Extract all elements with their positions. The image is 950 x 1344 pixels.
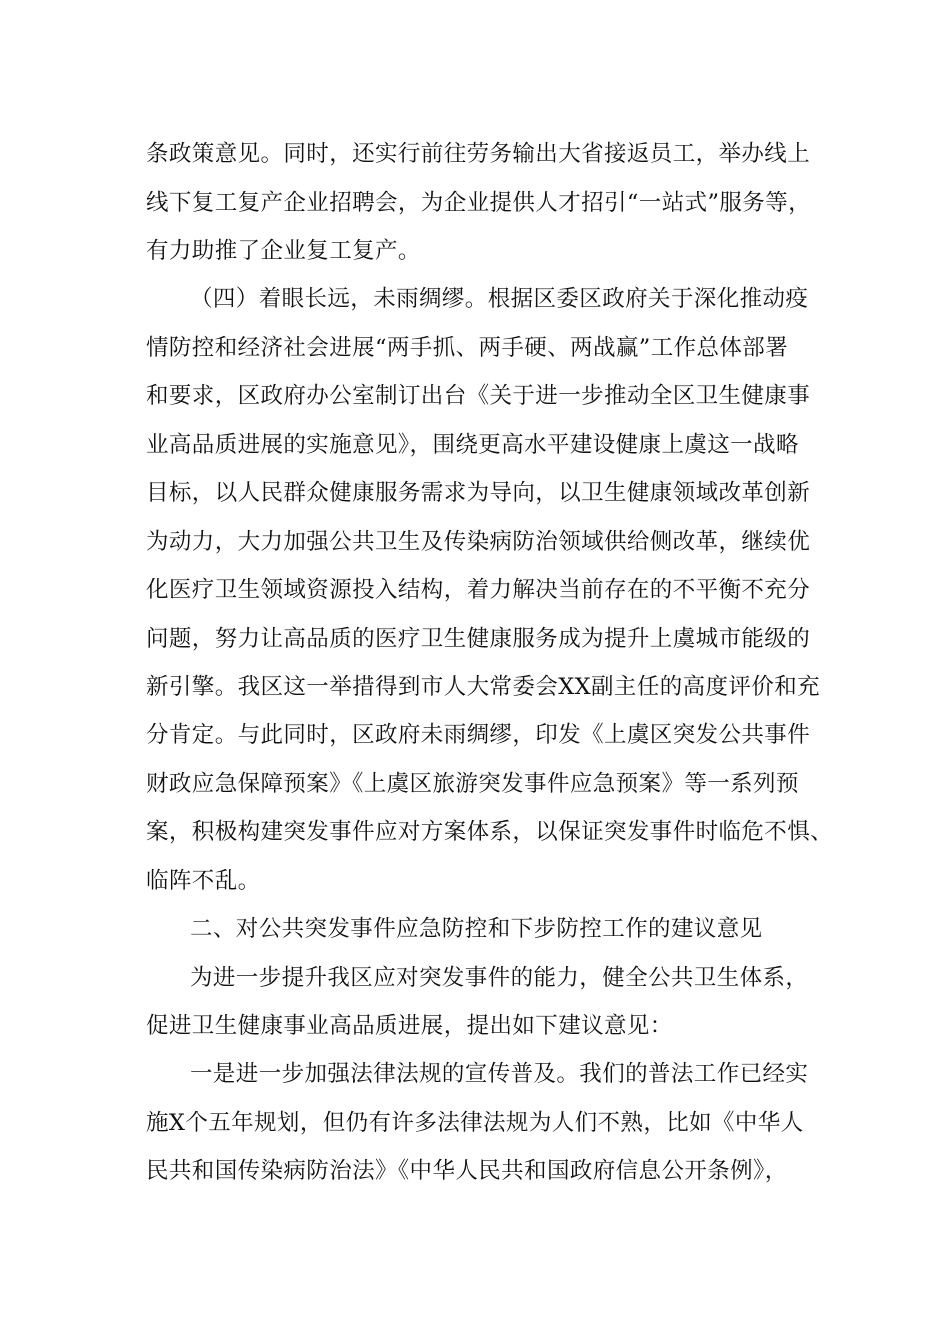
text-line: 和要求，区政府办公室制订出台《关于进一步推动全区卫生健康事 bbox=[146, 383, 811, 409]
text-line: 问题，努力让高品质的医疗卫生健康服务成为提升上虞城市能级的 bbox=[146, 626, 811, 652]
text-line: 为进一步提升我区应对突发事件的能力，健全公共卫生体系， bbox=[190, 965, 809, 991]
text-line: 化医疗卫生领域资源投入结构，着力解决当前存在的不平衡不充分 bbox=[146, 577, 811, 603]
text-line: 目标，以人民群众健康服务需求为导向，以卫生健康领域改革创新 bbox=[146, 480, 811, 506]
text-line: 条政策意见。同时，还实行前往劳务输出大省接返员工，举办线上 bbox=[146, 141, 811, 167]
text-line: 促进卫生健康事业高品质进展，提出如下建议意见： bbox=[146, 1013, 673, 1039]
text-line: 案，积极构建突发事件应对方案体系，以保证突发事件时临危不惧、 bbox=[146, 819, 834, 845]
text-line: 有力助推了企业复工复产。 bbox=[146, 238, 421, 264]
text-line: 业高品质进展的实施意见》，围绕更高水平建设健康上虞这一战略 bbox=[146, 432, 799, 458]
section-heading-line: （四）着眼长远，未雨绸缪。根据区委区政府关于深化推动疫 bbox=[190, 286, 809, 312]
text-line: 民共和国传染病防治法》《中华人民共和国政府信息公开条例》， bbox=[146, 1158, 788, 1184]
text-line: 新引擎。我区这一举措得到市人大常委会XX副主任的高度评价和充 bbox=[146, 674, 821, 700]
text-line: 财政应急保障预案》《上虞区旅游突发事件应急预案》等一系列预 bbox=[146, 771, 799, 797]
text-line: 为动力，大力加强公共卫生及传染病防治领域供给侧改革，继续优 bbox=[146, 529, 811, 555]
text-line: 线下复工复产企业招聘会，为企业提供人才招引“一站式”服务等， bbox=[146, 190, 812, 216]
text-line: 临阵不乱。 bbox=[146, 868, 261, 894]
text-line: 情防控和经济社会进展“两手抓、两手硬、两战赢”工作总体部署 bbox=[146, 335, 789, 361]
text-line: 分肯定。与此同时，区政府未雨绸缪，印发《上虞区突发公共事件 bbox=[146, 722, 811, 748]
section-heading-line: 二、对公共突发事件应急防控和下步防控工作的建议意见 bbox=[190, 916, 763, 942]
text-line: 施X个五年规划，但仍有许多法律法规为人们不熟，比如《中华人 bbox=[146, 1110, 804, 1136]
text-line: 一是进一步加强法律法规的宣传普及。我们的普法工作已经实 bbox=[190, 1061, 809, 1087]
